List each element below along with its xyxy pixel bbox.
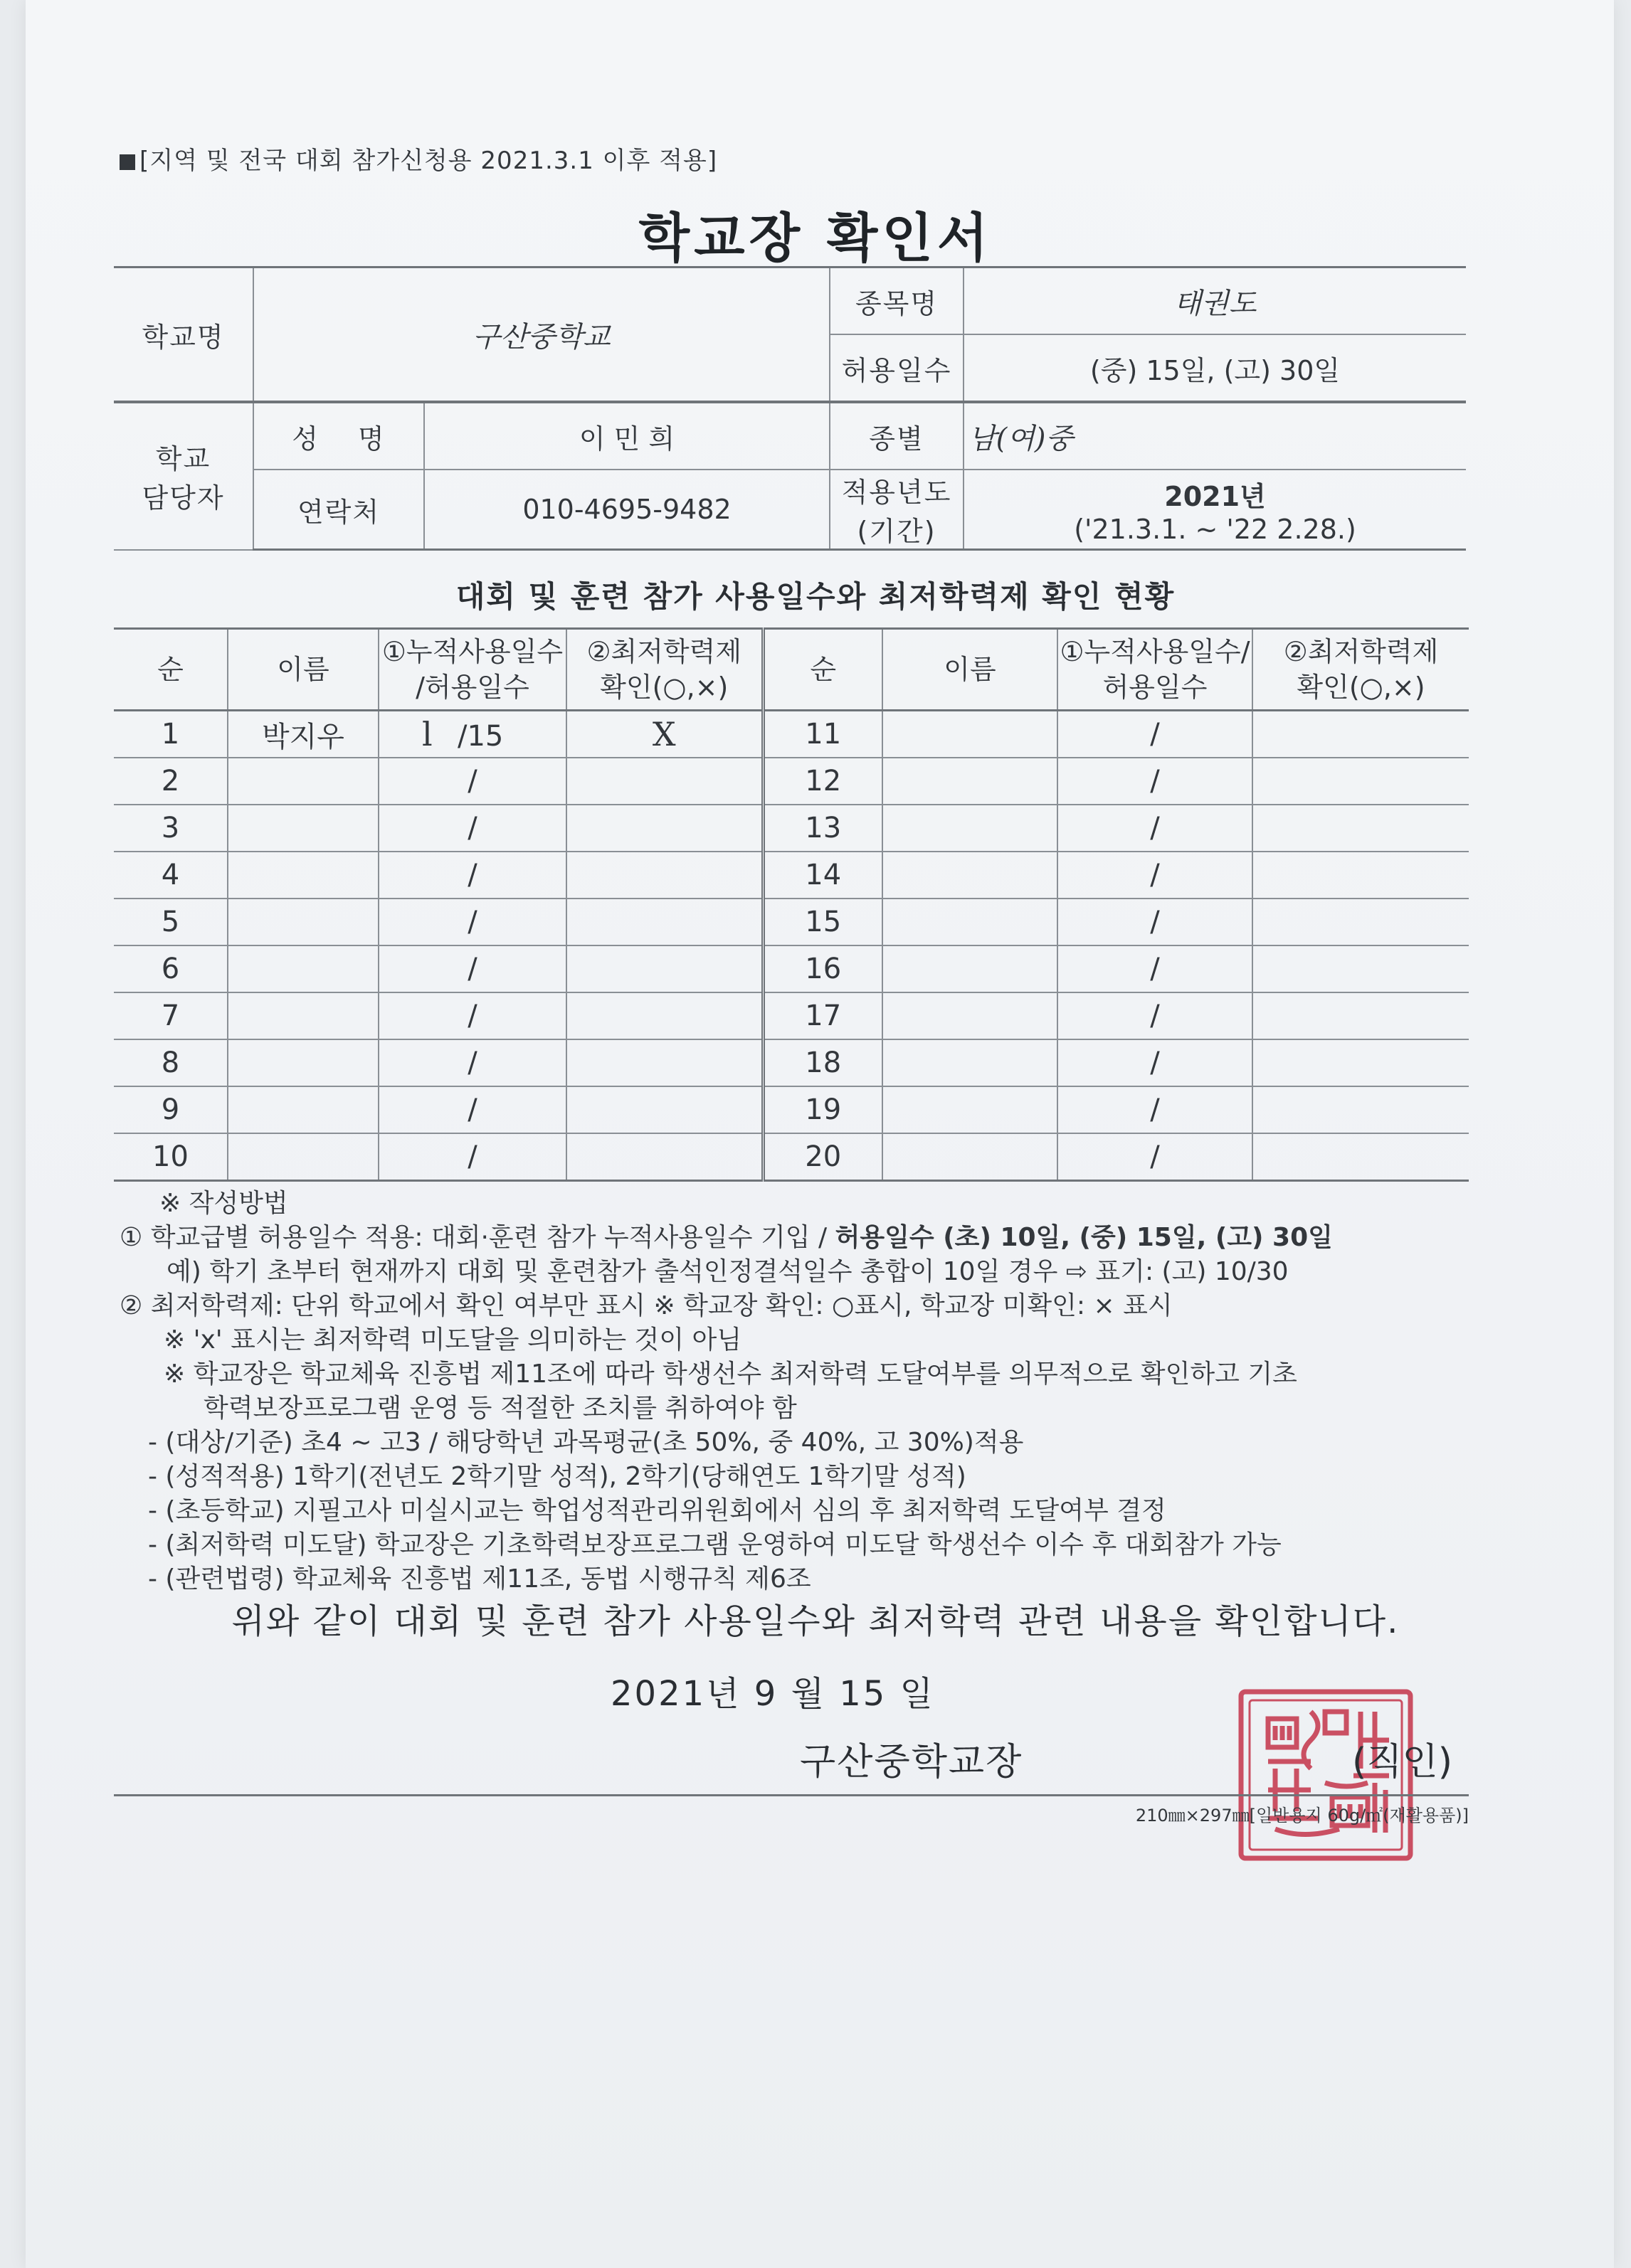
- seal-label: (직인): [1352, 1741, 1453, 1784]
- table-cell: [882, 1039, 1057, 1086]
- table-cell: 19: [763, 1086, 882, 1133]
- cell-line: ②최저학력제: [1283, 636, 1439, 667]
- note-dash-1: - (대상/기준) 초4 ~ 고3 / 해당학년 과목평균(초 50%, 중 40%, 고 30%)적용: [148, 1428, 1024, 1457]
- table-cell: [882, 805, 1057, 852]
- table-cell: [882, 1086, 1057, 1133]
- cell-line: ①누적사용일수/: [1060, 636, 1250, 667]
- note-1: [120, 1221, 1486, 1255]
- table-cell: [882, 758, 1057, 805]
- table-cell: [566, 899, 763, 945]
- table-cell: /: [379, 945, 566, 992]
- table-row: [114, 852, 1469, 899]
- allowed-days-value: (중) 15일, (고) 30일: [964, 334, 1466, 402]
- header-cum-right: [1057, 629, 1252, 711]
- table-cell: [1252, 711, 1469, 758]
- table-row: [114, 1086, 1469, 1133]
- note-text: ① 학교급별 허용일수 적용: 대회·훈련 참가 누적사용일수 기입 /: [120, 1223, 835, 1252]
- table-cell: 13: [763, 805, 882, 852]
- table-row: [114, 945, 1469, 992]
- notes-heading: ※ 작성방법: [159, 1189, 288, 1218]
- cell-line: 적용년도: [841, 477, 952, 508]
- square-bullet-icon: [120, 154, 135, 170]
- table-cell: [228, 945, 379, 992]
- cell-line: 확인(○,×): [600, 672, 729, 703]
- table-cell: /: [1057, 899, 1252, 945]
- table-cell: [228, 1133, 379, 1181]
- table-cell: [566, 758, 763, 805]
- table-cell: /: [379, 805, 566, 852]
- table-cell: [1252, 899, 1469, 945]
- table-cell: 9: [114, 1086, 228, 1133]
- contact-label: 연락처: [253, 470, 424, 550]
- table-cell: [228, 992, 379, 1039]
- table-cell: [882, 711, 1057, 758]
- table-row: [114, 1133, 1469, 1181]
- table-cell: [228, 1086, 379, 1133]
- header-min-left: [566, 629, 763, 711]
- year-label: [830, 470, 964, 550]
- gender-label: 종별: [830, 402, 964, 470]
- table-row: [114, 992, 1469, 1039]
- table-cell: 14: [763, 852, 882, 899]
- sport-label: 종목명: [830, 267, 964, 335]
- cell-line: 확인(○,×): [1297, 672, 1425, 703]
- header-cum-left: [379, 629, 566, 711]
- header-name-right: 이름: [882, 629, 1057, 711]
- table-cell: [228, 805, 379, 852]
- cell-line: /허용일수: [416, 672, 529, 703]
- table-row: [114, 805, 1469, 852]
- table-cell: [882, 1133, 1057, 1181]
- table-cell: /: [1057, 1086, 1252, 1133]
- table-cell: [882, 992, 1057, 1039]
- note-4: ※ 학교장은 학교체육 진흥법 제11조에 따라 학생선수 최저학력 도달여부를 의무적으로 확인하고 기초: [164, 1360, 1297, 1389]
- table-cell: /: [1057, 992, 1252, 1039]
- contact-value: 010-4695-9482: [424, 470, 830, 550]
- used-days-handwritten: l: [422, 715, 433, 753]
- table-cell: /: [379, 1086, 566, 1133]
- table-cell: [1252, 992, 1469, 1039]
- name-value: 이 민 희: [424, 402, 830, 470]
- cell-line: 담당자: [142, 482, 225, 514]
- min-check-mark: X: [566, 711, 763, 758]
- table-row: [114, 758, 1469, 805]
- name-label: 성 명: [253, 402, 424, 470]
- table-cell: /: [1057, 1039, 1252, 1086]
- table-cell: [566, 945, 763, 992]
- confirm-statement: 위와 같이 대회 및 훈련 참가 사용일수와 최저학력 관련 내용을 확인합니다.: [231, 1601, 1400, 1641]
- table-cell: [1252, 1086, 1469, 1133]
- table-cell: 20: [763, 1133, 882, 1181]
- student-name: 박지우: [228, 711, 379, 758]
- note-4-cont: 학력보장프로그램 운영 등 적절한 조치를 취하여야 함: [204, 1394, 797, 1423]
- table-cell: [228, 1039, 379, 1086]
- table-row: [114, 711, 1469, 758]
- table-cell: [882, 945, 1057, 992]
- header-seq-right: 순: [763, 629, 882, 711]
- table-cell: [1252, 852, 1469, 899]
- table-cell: [228, 758, 379, 805]
- cell-line: ('21.3.1. ~ '22 2.28.): [1074, 513, 1356, 545]
- table-subtitle: 대회 및 훈련 참가 사용일수와 최저학력제 확인 현황: [455, 579, 1176, 614]
- table-cell: /: [379, 899, 566, 945]
- table-cell: 12: [763, 758, 882, 805]
- principal-title: 구산중학교장: [800, 1741, 1023, 1784]
- table-cell: /: [1057, 758, 1252, 805]
- cell-line: ②최저학력제: [586, 636, 742, 667]
- table-cell: /: [379, 1133, 566, 1181]
- note-2: ② 최저학력제: 단위 학교에서 확인 여부만 표시 ※ 학교장 확인: ○표시, 학교장 미확인: × 표시: [120, 1291, 1173, 1320]
- note-dash-4: - (최저학력 미도달) 학교장은 기초학력보장프로그램 운영하여 미도달 학생선수 이수 후 대회참가 가능: [148, 1530, 1282, 1559]
- table-cell: [1252, 758, 1469, 805]
- table-cell: /: [379, 992, 566, 1039]
- table-cell: 5: [114, 899, 228, 945]
- table-cell: [566, 1086, 763, 1133]
- gender-value: 남(여)중: [964, 402, 1466, 470]
- header-note: [지역 및 전국 대회 참가신청용 2021.3.1 이후 적용]: [120, 141, 717, 176]
- table-cell: [228, 899, 379, 945]
- instructions-notes: [120, 1187, 1486, 1596]
- table-cell: 11: [763, 711, 882, 758]
- table-cell: 18: [763, 1039, 882, 1086]
- table-cell: /: [1057, 711, 1252, 758]
- school-label: 학교명: [114, 267, 253, 403]
- allowed-days-label: 허용일수: [830, 334, 964, 402]
- header-min-right: [1252, 629, 1469, 711]
- table-cell: /: [1057, 852, 1252, 899]
- table-cell: [882, 852, 1057, 899]
- table-cell: [566, 852, 763, 899]
- table-cell: [1252, 1039, 1469, 1086]
- table-cell: [882, 899, 1057, 945]
- table-cell: 3: [114, 805, 228, 852]
- table-cell: 2: [114, 758, 228, 805]
- table-cell: /: [379, 1039, 566, 1086]
- note-3: ※ 'x' 표시는 최저학력 미도달을 의미하는 것이 아님: [164, 1325, 742, 1355]
- table-cell: 1: [114, 711, 228, 758]
- cell-line: 허용일수: [1102, 672, 1208, 703]
- footer-divider: [114, 1794, 1469, 1796]
- table-cell: /: [379, 758, 566, 805]
- school-value: 구산중학교: [253, 267, 830, 403]
- header-name-left: 이름: [228, 629, 379, 711]
- table-cell: [1252, 945, 1469, 992]
- note-dash-2: - (성적적용) 1학기(전년도 2학기말 성적), 2학기(당해연도 1학기말 성적): [148, 1462, 966, 1491]
- cell-line: 학교: [155, 443, 211, 475]
- note-text: 허용일수 (초) 10일, (중) 15일, (고) 30일: [835, 1223, 1333, 1252]
- paper-spec: 210㎜×297㎜[일반용지 60g/㎡(재활용품)]: [1135, 1806, 1469, 1825]
- sport-value: 태권도: [964, 267, 1466, 335]
- issue-date: 2021년 9 월 15 일: [611, 1674, 935, 1714]
- table-cell: [566, 1133, 763, 1181]
- table-cell: /: [1057, 1133, 1252, 1181]
- table-cell: 4: [114, 852, 228, 899]
- note-dash-3: - (초등학교) 지필고사 미실시교는 학업성적관리위원회에서 심의 후 최저학력 도달여부 결정: [148, 1496, 1166, 1525]
- note-1-example: 예) 학기 초부터 현재까지 대회 및 훈련참가 출석인정결석일수 총합이 10일 경우 ⇨ 표기: (고) 10/30: [167, 1257, 1289, 1286]
- table-cell: /: [379, 852, 566, 899]
- table-cell: [566, 805, 763, 852]
- cell-line: ①누적사용일수: [381, 636, 564, 667]
- table-cell: /: [1057, 805, 1252, 852]
- cum-days-cell: l /15: [379, 711, 566, 758]
- cell-line: (기간): [857, 516, 936, 547]
- table-row: [114, 899, 1469, 945]
- table-cell: [1252, 805, 1469, 852]
- table-cell: [566, 1039, 763, 1086]
- document-title: 학교장 확인서: [638, 208, 993, 269]
- manager-label: [114, 402, 253, 550]
- info-table: [114, 266, 1466, 551]
- table-cell: 6: [114, 945, 228, 992]
- table-row: [114, 1039, 1469, 1086]
- table-cell: 16: [763, 945, 882, 992]
- cell-line: 2021년: [1164, 480, 1266, 512]
- table-cell: 10: [114, 1133, 228, 1181]
- year-value: [964, 470, 1466, 550]
- participation-table: [114, 627, 1469, 1182]
- table-cell: 8: [114, 1039, 228, 1086]
- table-cell: [566, 992, 763, 1039]
- header-seq-left: 순: [114, 629, 228, 711]
- table-cell: 7: [114, 992, 228, 1039]
- table-cell: /: [1057, 945, 1252, 992]
- note-dash-5: - (관련법령) 학교체육 진흥법 제11조, 동법 시행규칙 제6조: [148, 1564, 811, 1594]
- table-cell: 15: [763, 899, 882, 945]
- table-cell: 17: [763, 992, 882, 1039]
- table-cell: [228, 852, 379, 899]
- table-cell: [1252, 1133, 1469, 1181]
